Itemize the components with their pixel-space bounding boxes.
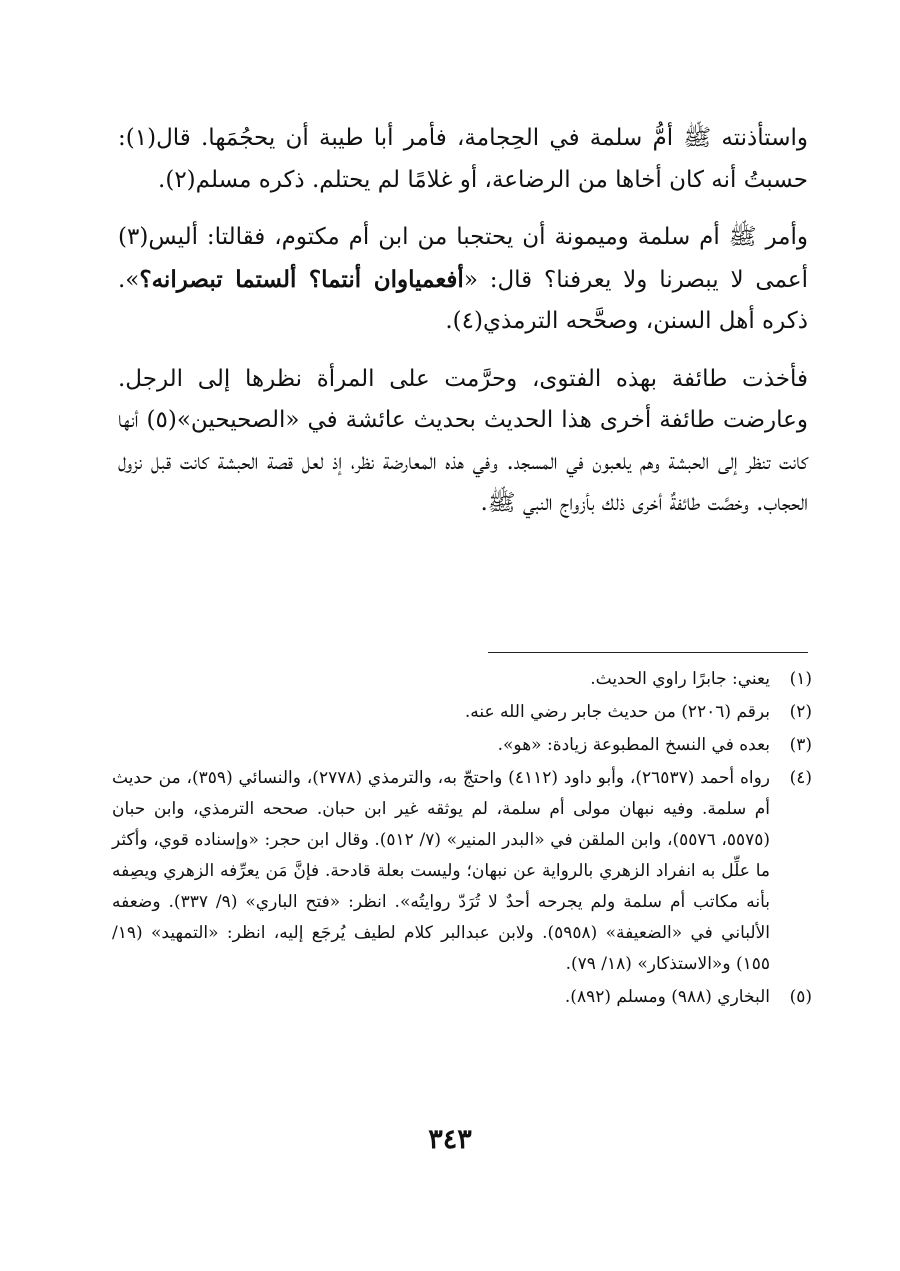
footnote-number: (١) bbox=[789, 669, 812, 689]
footnote-number: (٢) bbox=[789, 702, 812, 722]
footnote-text: البخاري (٩٨٨) ومسلم (٨٩٢). bbox=[564, 987, 770, 1007]
page-number: ٣٤٣ bbox=[428, 1124, 472, 1155]
paragraph bbox=[118, 118, 808, 201]
footnote bbox=[112, 763, 812, 980]
paragraph-text: واستأذنته ﷺ أمُّ سلمة في الحِجامة، فأمر أبا طيبة أن يحجُمَها. قال(١): حسبتُ أنه كان أخاها من الرضاعة، أو غلامًا لم يحتلم. ذكره مسلم(٢). bbox=[118, 125, 808, 193]
footnote bbox=[112, 730, 812, 761]
footnote-number: (٥) bbox=[789, 987, 812, 1007]
footnote bbox=[112, 697, 812, 728]
footnote-text: يعني: جابرًا راوي الحديث. bbox=[590, 669, 770, 689]
footnote bbox=[112, 982, 812, 1013]
paragraph bbox=[118, 217, 808, 343]
paragraph-text: فأخذت طائفة بهذه الفتوى، وحرَّمت على المرأة نظرها إلى الرجل. وعارضت طائفة أخرى هذا الحديث بحديث عائشة في «الصحيحين»(٥) أنها كانت تنظر إلى الحبشة وهم يلعبون في المسجد. وفي هذه المعارضة نظر، إذ لعل قصة الحبشة كانت قبل نزول الحجاب. وخصَّت طائفةٌ أخرى ذلك بأزواج النبي ﷺ. bbox=[118, 365, 809, 516]
footnote-number: (٣) bbox=[789, 735, 812, 755]
footnote-number: (٤) bbox=[789, 768, 812, 788]
footnote-text: بعده في النسخ المطبوعة زيادة: «هو». bbox=[497, 735, 770, 755]
paragraph-text: ». ذكره أهل السنن، وصحَّحه الترمذي(٤). bbox=[118, 266, 808, 334]
hadith-quote-bold: أفعمياوان أنتما؟ ألستما تبصرانه؟ bbox=[139, 265, 464, 293]
footnote-divider bbox=[488, 652, 808, 653]
footnote bbox=[112, 664, 812, 695]
main-text bbox=[118, 118, 808, 541]
footnote-text: رواه أحمد (٢٦٥٣٧)، وأبو داود (٤١١٢) واحتجّ به، والترمذي (٢٧٧٨)، والنسائي (٣٥٩)، من حديث أم سلمة. وفيه نبهان مولى أم سلمة، لم يوثقه غير ابن حبان. صححه الترمذي، وابن حبان (٥٥٧٥، ٥٥٧٦)، وابن الملقن في «البدر المنير» (٧/ ٥١٢). وقال ابن حجر: «وإسناده قوي، وأكثر ما علِّل به انفراد الزهري بالرواية عن نبهان؛ وليست بعلة قادحة. فإنَّ مَن يعرِّفه الزهري ويصِفه بأنه مكاتب أم سلمة ولم يجرحه أحدٌ لا تُرَدّ روايتُه». انظر: «فتح الباري» (٩/ ٣٣٧). وضعفه الألباني في «الضعيفة» (٥٩٥٨). ولابن عبدالبر كلام لطيف يُرجَع إليه، انظر: «التمهيد» (١٩/ ١٥٥) و«الاستذكار» (١٨/ ٧٩). bbox=[112, 768, 771, 974]
footnotes-list bbox=[112, 664, 812, 1015]
paragraph-text: وأمر ﷺ أم سلمة وميمونة أن يحتجبا من ابن أم مكتوم، فقالتا: أليس(٣) أعمى لا يبصرنا ولا يعرفنا؟ قال: « bbox=[118, 224, 808, 293]
paragraph bbox=[118, 359, 808, 525]
footnote-text: برقم (٢٢٠٦) من حديث جابر رضي الله عنه. bbox=[464, 702, 770, 722]
